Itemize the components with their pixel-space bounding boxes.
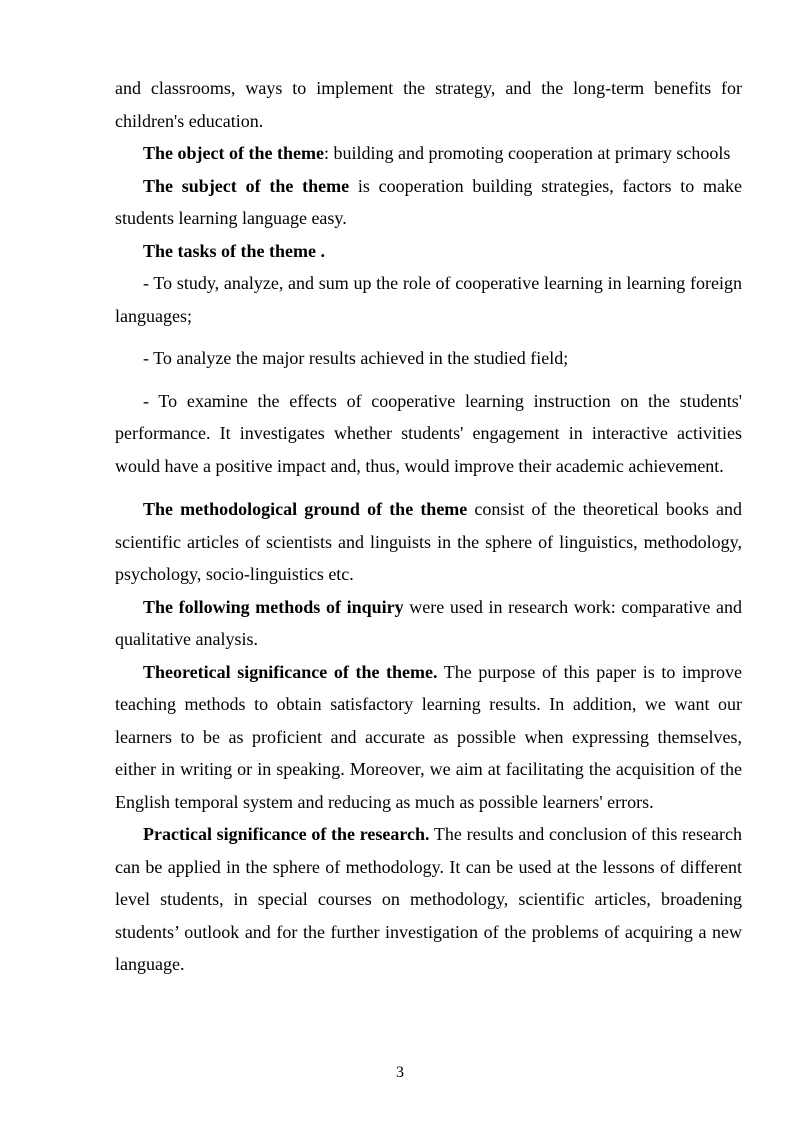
paragraph-text: : building and promoting cooperation at primary schools xyxy=(323,143,731,163)
paragraph-methods-of-inquiry xyxy=(115,591,742,656)
document-body xyxy=(115,72,742,981)
task-item xyxy=(115,342,742,375)
paragraph-text: is cooperation building strategies, factors to make students learning language easy. xyxy=(115,175,742,228)
paragraph-text: were used in research work: comparative and qualitative analysis. xyxy=(115,596,742,649)
paragraph-object-of-theme xyxy=(115,137,742,170)
paragraph-heading: Theoretical significance of the theme. xyxy=(143,661,438,682)
paragraph-heading: The subject of the theme xyxy=(143,175,350,196)
task-text: - To study, analyze, and sum up the role of cooperative learning in learning foreign languages; xyxy=(115,273,742,326)
paragraph-heading: Practical significance of the research. xyxy=(143,824,430,844)
paragraph-subject-of-theme xyxy=(115,170,742,235)
paragraph-text: The purpose of this paper is to improve teaching methods to obtain satisfactory learning results. In addition, we want our learners to be as proficient and accurate as possible when expressing themselves, either in writing or in speaking. Moreover, we aim at facilitating the acquisition of the English temporal system and reducing as much as possible learners' errors. xyxy=(115,661,742,812)
task-item xyxy=(115,385,742,483)
paragraph-theoretical-significance xyxy=(115,656,742,819)
paragraph-heading: The methodological ground of the theme xyxy=(143,499,468,519)
paragraph-text: The results and conclusion of this research can be applied in the sphere of methodology. It can be used at the lessons of different level students, in special courses on methodology, scientific articles, broadening students’ outlook and for the further investigation of the problems of acquiring a new language. xyxy=(115,824,742,974)
page-number: 3 xyxy=(396,1064,404,1081)
paragraph-heading: The tasks of the theme . xyxy=(143,240,325,261)
paragraph-text: consist of the theoretical books and scientific articles of scientists and linguists in the sphere of linguistics, methodology, psychology, socio-linguistics etc. xyxy=(115,499,742,584)
task-text: - To analyze the major results achieved in the studied field; xyxy=(143,348,569,368)
paragraph-intro-continuation xyxy=(115,72,742,137)
paragraph-practical-significance xyxy=(115,818,742,981)
paragraph-tasks-heading xyxy=(115,235,742,268)
paragraph-heading: The following methods of inquiry xyxy=(143,596,404,617)
task-item xyxy=(115,267,742,332)
paragraph-methodological-ground xyxy=(115,493,742,591)
task-text: - To examine the effects of cooperative learning instruction on the students' performance. It investigates whether students' engagement in interactive activities would have a positive impact and, thus, would improve their academic achievement. xyxy=(115,390,742,476)
paragraph-heading: The object of the theme xyxy=(143,143,324,163)
paragraph-text: and classrooms, ways to implement the strategy, and the long-term benefits for children's education. xyxy=(115,78,742,131)
